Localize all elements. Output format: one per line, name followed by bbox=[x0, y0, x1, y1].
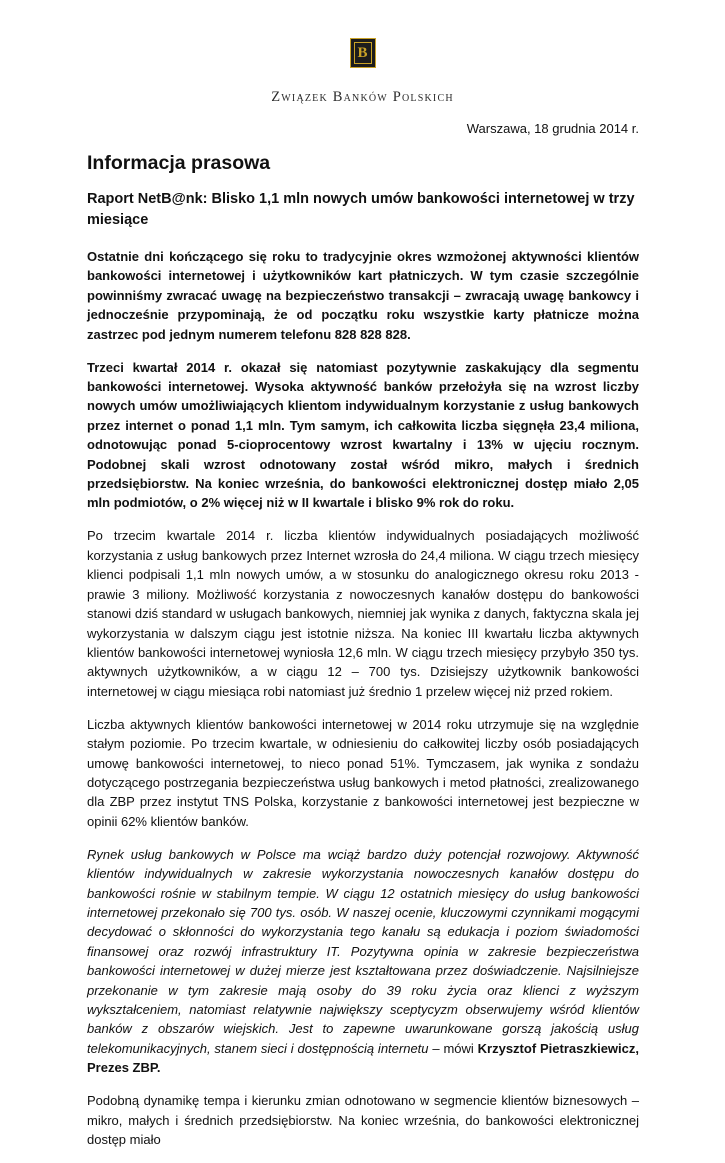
body-paragraph: Po trzecim kwartale 2014 r. liczba klientów indywidualnych posiadających możliwość korzystania z usług bankowych przez Internet wzrosła do 24,4 miliona. W ciągu trzech miesięcy klienci podpisali 1,1 mln nowych umów, a w stosunku do analogicznego okresu roku 2013 - prawie 3 miliony. Możliwość korzystania z nowoczesnych kanałów dostępu do bankowości stanowi dziś standard w usługach bankowych, niemniej jak wynika z danych, faktyczna skala jej wykorzystania w dalszym ciągu jest istotnie niższa. Na koniec III kwartału liczba aktywnych klientów bankowości internetowej wyniosła 12,6 mln. W ciągu trzech miesięcy przybyło 350 tys. aktywnych użytkowników, a w ciągu 12 – 700 tys. Dzisiejszy użytkownik bankowości internetowej w ciągu miesiąca robi natomiast już średnio 1 przelew więcej niż przed rokiem. bbox=[87, 528, 639, 699]
quote-text: Rynek usług bankowych w Polsce ma wciąż bardzo duży potencjał rozwojowy. Aktywność klientów indywidualnych w zakresie wykorzystania nowoczesnych kanałów dostępu do bankowości rośnie w stabilnym tempie. W ciągu 12 ostatnich miesięcy do usług bankowości internetowej przekonało się 700 tys. osób. W naszej ocenie, kluczowymi czynnikami mogącymi decydować o skłonności do wykorzystania tego kanału są edukacja i poziom świadomości finansowej oraz rozwój infrastruktury IT. Pozytywna opinia w zakresie bezpieczeństwa bankowości internetowej w dużej mierze jest kształtowana przez doświadczenie. Najsilniejsze przekonanie w tym zakresie mają osoby do 39 roku życia oraz klienci z wyższym wykształceniem, natomiast relatywnie największy sceptycyzm obserwujemy wśród klientów banków z obszarów wiejskich. Jest to zapewne uwarunkowane gorszą jakością usług telekomunikacyjnych, stanem sieci i dostępnością internetu bbox=[87, 846, 639, 1056]
body-paragraph: Liczba aktywnych klientów bankowości internetowej w 2014 roku utrzymuje się na względnie stałym poziomie. Po trzecim kwartale, w odniesieniu do całkowitej liczby osób posiadających umowę bankowości internetowej, to nieco ponad 51%. Tymczasem, jak wynika z sondażu dotyczącego postrzegania bezpieczeństwa usług bankowych i metod płatności, zrealizowanego dla ZBP przez instytut TNS Polska, korzystanie z bankowości internetowej jest bezpieczne w opinii 62% klientów banków. bbox=[87, 716, 639, 829]
summary-paragraph: Trzeci kwartał 2014 r. okazał się natomiast pozytywnie zaskakujący dla segmentu bankowości internetowej. Wysoka aktywność banków przełożyła się na wzrost liczby nowych umów umożliwiających klientom indywidualnym korzystanie z usług bankowych przez internet o ponad 1,1 mln. Tym samym, ich całkowita liczba sięgnęła 23,4 miliona, odnotowując ponad 5-cioprocentowy wzrost kwartalny i 13% w ujęciu rocznym. Podobnej skali wzrost odnotowany został wśród mikro, małych i średnich przedsiębiorstw. Na koniec września, do bankowości elektronicznej dostęp miało 2,05 mln podmiotów, o 2% więcej niż w II kwartale i blisko 9% rok do roku. bbox=[87, 359, 639, 511]
logo bbox=[0, 38, 725, 106]
zbp-emblem-icon bbox=[350, 38, 376, 68]
quote-paragraph bbox=[87, 845, 639, 1078]
lead-paragraph: Ostatnie dni kończącego się roku to tradycyjnie okres wzmożonej aktywności klientów bankowości internetowej i użytkowników kart płatniczych. W tym czasie szczególnie powinniśmy zwracać uwagę na bezpieczeństwo transakcji – zwracają uwagę bankowcy i jednocześnie przypominają, że od początku roku wszystkie karty płatnicze można zastrzec pod jednym numerem telefonu 828 828 828. bbox=[87, 249, 639, 342]
organization-name: Związek Banków Polskich bbox=[271, 89, 454, 105]
quote-attribution: – mówi bbox=[428, 1040, 478, 1056]
emblem-letter: B bbox=[354, 42, 372, 64]
press-release-headline: Raport NetB@nk: Blisko 1,1 mln nowych umów bankowości internetowej w trzy miesiące bbox=[87, 191, 635, 228]
dateline: Warszawa, 18 grudnia 2014 r. bbox=[466, 121, 639, 136]
quote-author: Krzysztof Pietraszkiewicz, Prezes ZBP. bbox=[87, 1040, 639, 1076]
body-paragraph: Podobną dynamikę tempa i kierunku zmian odnotowano w segmencie klientów biznesowych – mikro, małych i średnich przedsiębiorstw. Na koniec września, do bankowości elektronicznej dostęp miało bbox=[87, 1093, 639, 1148]
document-body bbox=[87, 120, 639, 1163]
page-title: Informacja prasowa bbox=[87, 152, 271, 174]
